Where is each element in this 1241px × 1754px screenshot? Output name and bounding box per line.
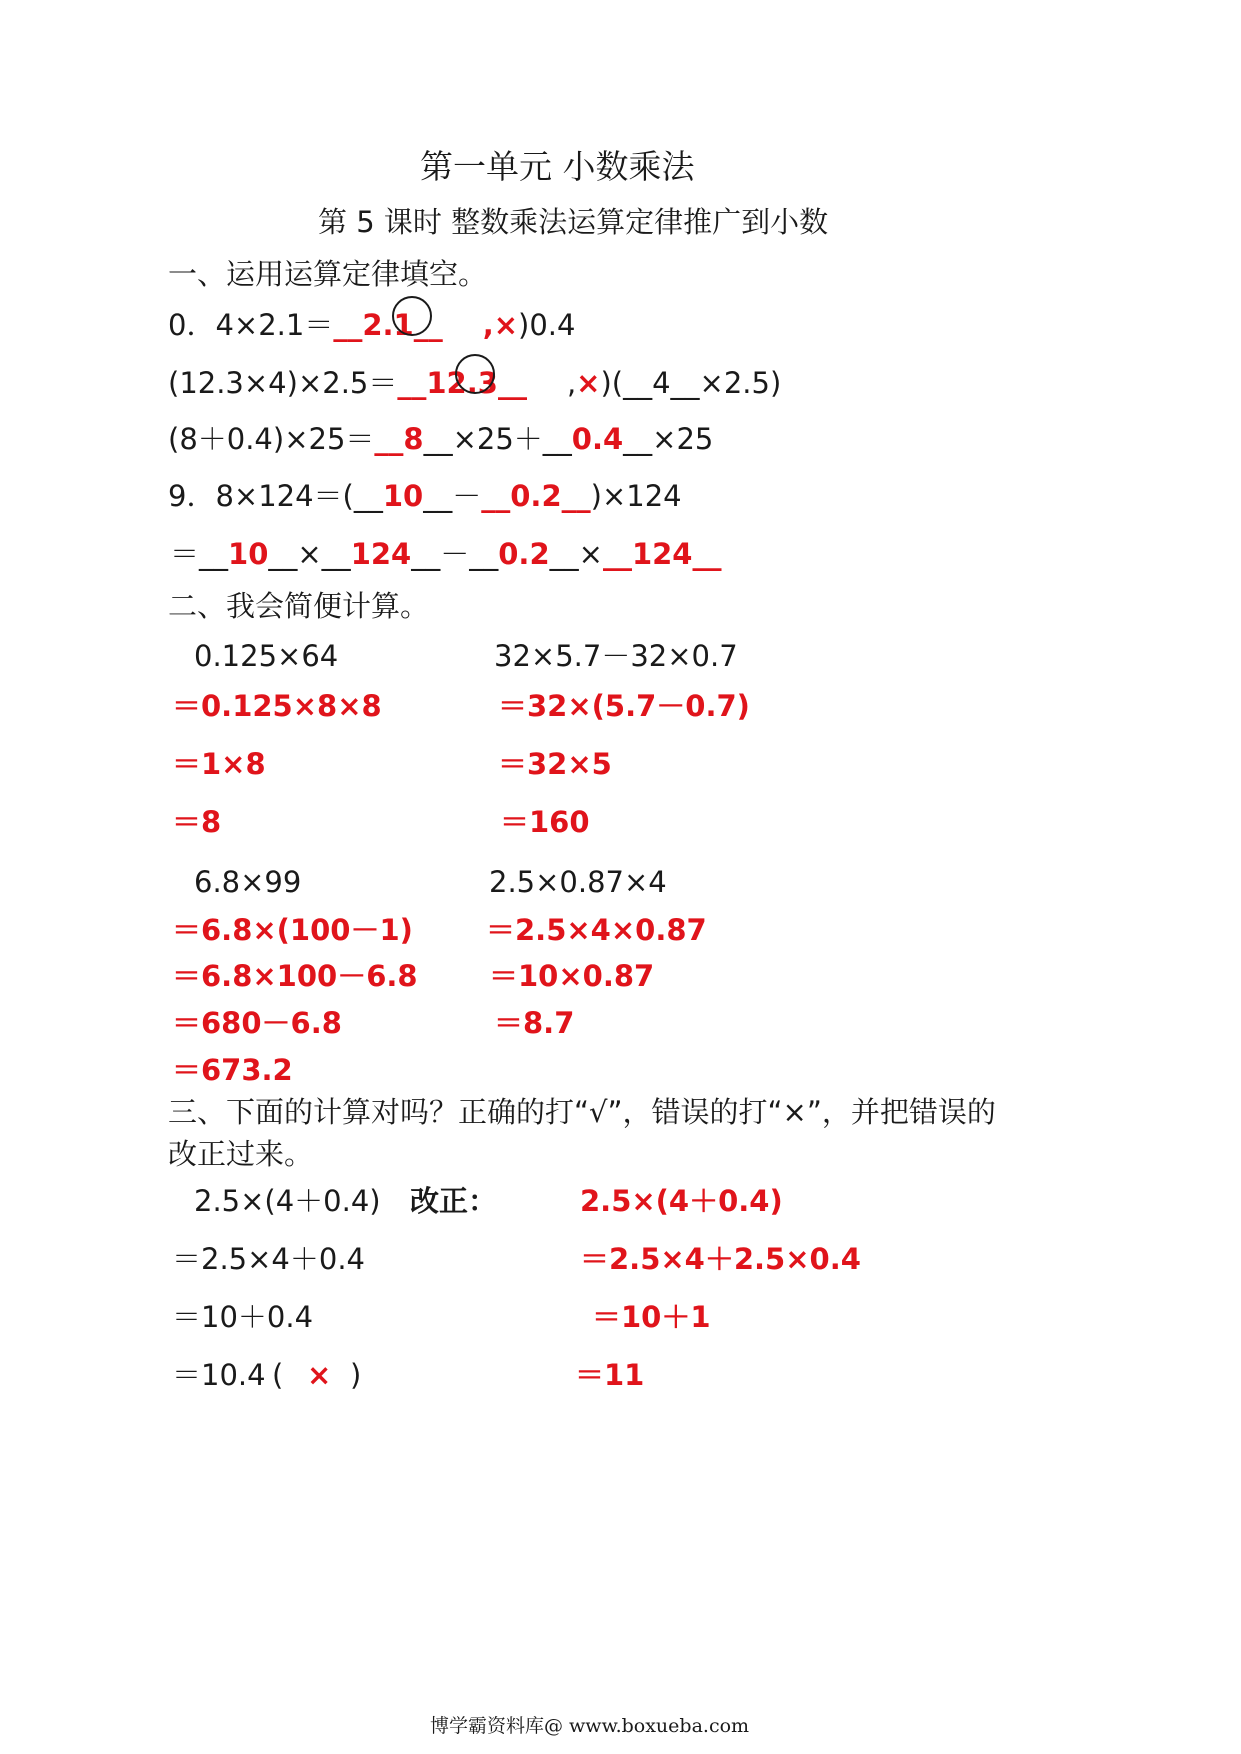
problem1-step: ＝1×8 [172, 747, 266, 781]
problem2-question: 32×5.7－32×0.7 [494, 639, 738, 673]
original-calc-line: ＝10＋0.4 [172, 1300, 314, 1334]
problem2-step: ＝32×5 [498, 747, 612, 781]
problem3-question: 6.8×99 [194, 865, 302, 899]
problem4-step: ＝10×0.87 [489, 959, 655, 993]
original-calc-line: ＝2.5×4＋0.4 [172, 1242, 365, 1276]
footer-watermark: 博学霸资料库@ www.boxueba.com [430, 1715, 750, 1737]
original-calc-line: 2.5×(4＋0.4) [194, 1184, 381, 1218]
problem2-step: ＝32×(5.7－0.7) [498, 689, 750, 723]
problem1-question: 0.125×64 [194, 639, 339, 673]
correction-label: 改正： [410, 1184, 498, 1218]
section2-heading: 二、我会简便计算。 [168, 589, 430, 623]
s1-line4: 9．8×124＝(__10__－__0.2__)×124 [168, 479, 682, 513]
problem3-step: ＝673.2 [172, 1053, 293, 1087]
original-calc-line: ＝10.4 [172, 1358, 266, 1392]
problem3-step: ＝6.8×(100－1) [172, 913, 413, 947]
problem1-step: ＝8 [172, 805, 222, 839]
blank-circle-1 [392, 296, 432, 336]
section1-heading: 一、运用运算定律填空。 [168, 257, 488, 291]
blank-circle-2 [455, 354, 495, 394]
lesson-subtitle: 第 5 课时 整数乘法运算定律推广到小数 [318, 205, 829, 239]
problem4-question: 2.5×0.87×4 [489, 865, 667, 899]
s1-line3: (8＋0.4)×25＝__8__×25＋__0.4__×25 [168, 422, 714, 456]
problem2-step: ＝160 [500, 805, 590, 839]
correction-line: ＝10＋1 [592, 1300, 711, 1334]
s1-line5: ＝__10__×__124__－__0.2__×__124__ [170, 537, 722, 571]
problem3-step: ＝680－6.8 [172, 1006, 342, 1040]
correction-line: ＝2.5×4＋2.5×0.4 [580, 1242, 861, 1276]
section3-heading: 三、下面的计算对吗？正确的打“√”，错误的打“×”，并把错误的 [168, 1095, 996, 1129]
section3-heading-cont: 改正过来。 [168, 1137, 314, 1171]
problem4-step: ＝8.7 [494, 1006, 575, 1040]
problem1-step: ＝0.125×8×8 [172, 689, 382, 723]
correction-line: 2.5×(4＋0.4) [580, 1184, 783, 1218]
s1-line2: (12.3×4)×2.5＝__12.3__ ,×)(__4__×2.5) [168, 366, 782, 400]
problem4-step: ＝2.5×4×0.87 [486, 913, 707, 947]
s1-line1: 0．4×2.1＝__2.1__ ,×)0.4 [168, 308, 576, 342]
problem3-step: ＝6.8×100－6.8 [172, 959, 418, 993]
correction-line: ＝11 [575, 1358, 645, 1392]
answer-paren-close: ) [350, 1358, 362, 1392]
page-title: 第一单元 小数乘法 [420, 147, 695, 186]
answer-mark: × [307, 1358, 332, 1392]
answer-paren-open: ( [272, 1358, 284, 1392]
